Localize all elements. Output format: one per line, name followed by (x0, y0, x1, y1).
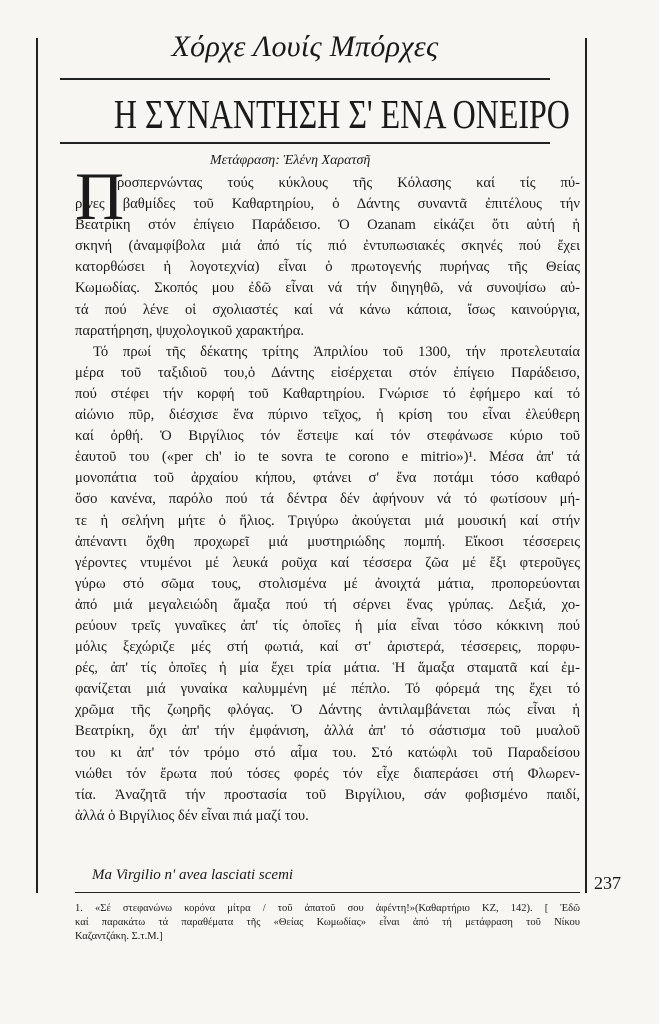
text-line: ἀπέναντι ὄχθη προχωρεῖ μιά μυστηριώδης πομπή. Εἴκοσι τέσσερεις (75, 533, 580, 550)
translator-credit: Μετάφραση: Ἑλένη Χαρατσῆ (210, 153, 371, 168)
text-line: ἑαυτοῦ του («per ch' io te sovra te corono e mitrio»)¹. Μέσα ἀπ' τά (75, 449, 580, 466)
text-line: Τό πρωί τῆς δέκατης τρίτης Ἀπριλίου τοῦ 1300, τήν προτελευταία (93, 343, 580, 360)
text-line: μόλις ξεχώριζε μές στή φωτιά, καί στ' ἀριστερά, τέσσερεις, πορφυ- (75, 639, 580, 656)
author-name: Χόρχε Λουίς Μπόρχες (171, 30, 439, 63)
drop-cap: Π (75, 158, 125, 234)
text-line: ρεύουν τρεῖς γυναῖκες ἀπ' τίς ὁποῖες ἡ μία εἶναι τόσο κόκκινη πού (75, 617, 580, 634)
text-line: ἀπό μιά μεγαλειώδη ἅμαξα πού τή σέρνει ἕνας γρύπας. Δεξιά, χο- (75, 596, 580, 613)
right-margin-rule (585, 38, 587, 893)
text-line: παρατήρηση, ψυχολογικοῦ χαρακτήρα. (75, 322, 305, 339)
text-line: ὅσο κανένα, παρόλο πού τά δέντρα δέν ἀφήνουν νά τό φωτίσουν μή- (75, 491, 580, 508)
left-margin-rule (36, 38, 38, 893)
footnote-line: 1. «Σέ στεφανώνω κορόνα μίτρα / τοῦ ἀπατοῦ σου ἀφέντη!»(Καθαρτήριο ΚΖ, 142). [ Ἐδῶ (75, 903, 580, 914)
text-line: πού στέφει τήν κορφή τοῦ Καθαρτηρίου. Γνώρισε τό ἐφήμερο καί τό (75, 385, 580, 402)
text-line: ρές, ἀπ' τίς ὁποῖες ἡ μία ἔχει τρία μάτια. Ἡ ἅμαξα σταματᾶ καί ἐμ- (75, 660, 580, 677)
text-line: χρῶμα τῆς ζωηρῆς φλόγας. Ὁ Δάντης ἀντιλαμβάνεται πώς εἶναι ἡ (75, 702, 580, 719)
text-line: μονοπάτια τοῦ ἀρχαίου κήπου, φτάνει σ' ἕνα ποτάμι τόσο καθαρό (75, 470, 580, 487)
text-line: γύρω στό σῶμα τους, στολισμένα μέ ἀνοιχτά μάτια, προπορεύονται (75, 575, 580, 592)
text-line: σκηνή (ἀναμφίβολα μιά ἀπό τίς πιό ἐντυπωσιακές σκηνές πού ἔχει (75, 238, 580, 255)
text-line: τε ἡ σελήνη μήτε ὁ ἥλιος. Τριγύρω ἀκούγεται μιά μουσική καί στήν (75, 512, 580, 529)
text-line: ρινες βαθμίδες τοῦ Καθαρτηρίου, ὁ Δάντης συναντᾶ ἐπιτέλους τήν (75, 196, 580, 213)
text-line: του κι ἀπ' τόν τρόμο στό αἷμα του. Στό κατώφλι τοῦ Παραδείσου (75, 744, 580, 761)
text-line: κατορθώσει ἡ λογοτεχνία) εἶναι ὁ πρωτογενής πυρήνας τῆς Θείας (75, 259, 580, 276)
text-line: τά πού λένε οἱ σχολιαστές καί νά κάνω κάποια, ἴσως καινούργια, (75, 301, 580, 318)
footnote-line: καί παρακάτω τά παραθέματα τῆς «Θείας Κωμωδίας» εἶναι ἀπό τή μετάφραση τοῦ Νίκου (75, 917, 580, 928)
footnote-rule (75, 892, 580, 893)
title-bottom-rule (60, 142, 550, 144)
text-line: Βεατρίκη, ὄχι ἀπ' τήν ἐμφάνιση, ἀλλά ἀπ' τό σάστισμα τοῦ μυαλοῦ (75, 723, 580, 740)
epigraph: Ma Virgilio n' avea lasciati scemi (92, 867, 294, 883)
text-line: ροσπερνώντας τούς κύκλους τῆς Κόλασης καί τίς πύ- (117, 175, 580, 191)
text-line: τία. Ἀναζητᾶ τήν προστασία τοῦ Βιργίλιου, σάν φοβισμένο παιδί, (75, 786, 580, 803)
text-line: νιώθει τόν ἔρωτα πού τόσες φορές τόν εἶχε διαπεράσει στή Φλωρεν- (75, 765, 580, 782)
text-line: Κωμωδίας. Σκοπός μου ἐδῶ εἶναι νά τήν διηγηθῶ, νά συνοψίσω αὐ- (75, 280, 580, 297)
text-line: Βεατρίκη στόν ἐπίγειο Παράδεισο. Ὁ Ozanam εἰκάζει ὅτι αὐτή ἡ (75, 217, 580, 234)
page-number: 237 (594, 873, 621, 893)
text-line: αἰώνιο πῦρ, διέσχισε ἕνα πύρινο τεῖχος, ἡ κρίση του εἶναι ἐλεύθερη (75, 407, 580, 424)
main-text (75, 173, 580, 827)
text-line: καί ὀρθή. Ὁ Βιργίλιος τόν ἔστεψε καί τόν στεφάνωσε κύριο τοῦ (75, 428, 580, 445)
title-top-rule (60, 78, 550, 80)
text-line: γέροντες ντυμένοι μέ λευκά ροῦχα καί τέσσερα ζῶα μέ ἔξι φτεροῦγες (75, 554, 580, 571)
text-line: ἀλλά ὁ Βιργίλιος δέν εἶναι πιά μαζί του. (75, 807, 309, 824)
page-title: Η ΣΥΝΑΝΤΗΣΗ Σ' ΕΝΑ ΟΝΕΙΡΟ (113, 91, 570, 137)
footnote (75, 902, 580, 944)
footnote-line: Καζαντζάκη. Σ.τ.Μ.] (75, 931, 163, 942)
text-line: μέρα τοῦ ταξιδιοῦ του,ὁ Δάντης εἰσέρχεται στόν ἐπίγειο Παράδεισο, (75, 364, 580, 381)
text-line: φανίζεται μιά γυναίκα καλυμμένη μέ πέπλο. Τό φόρεμά της ἔχει τό (75, 681, 580, 698)
